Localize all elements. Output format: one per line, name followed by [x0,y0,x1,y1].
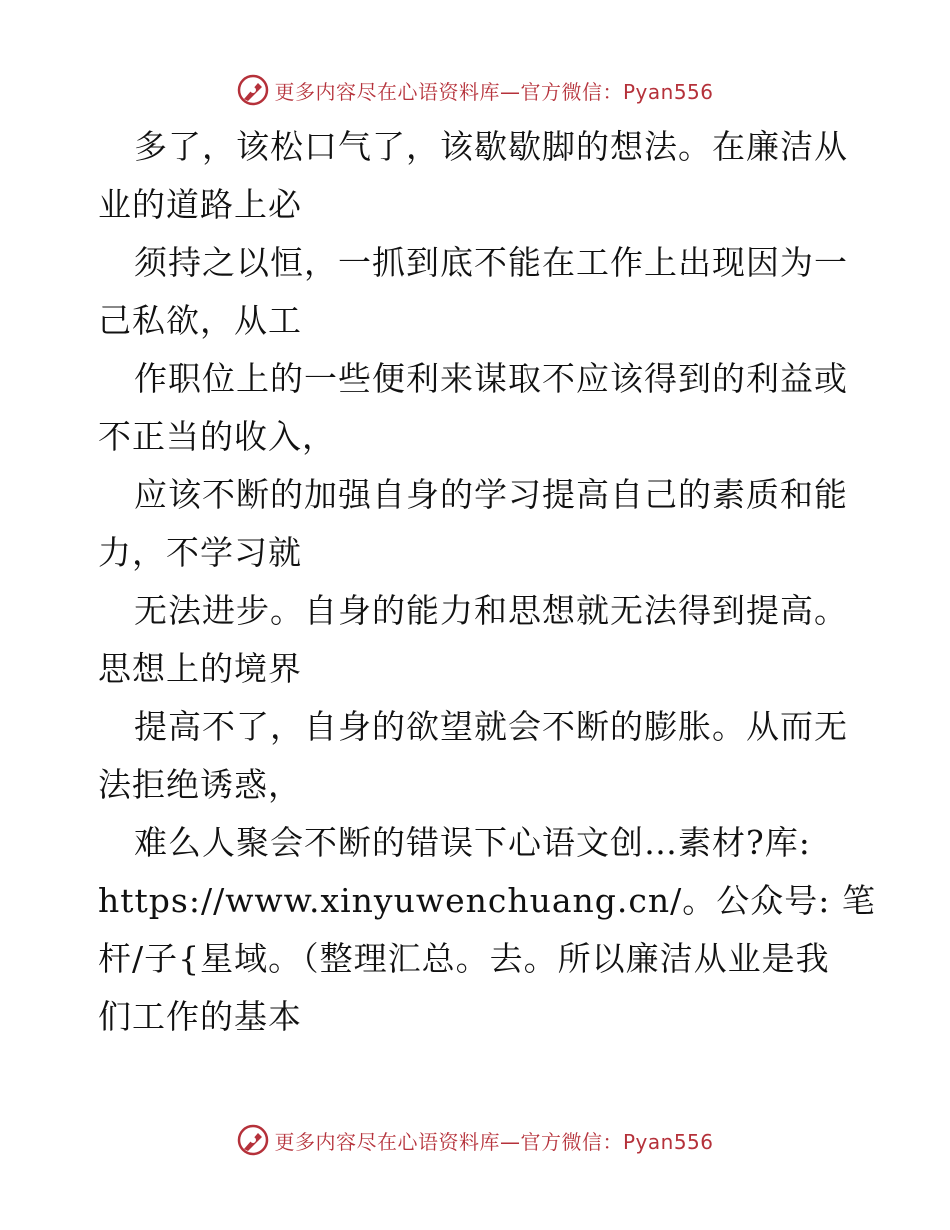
body-line: 应该不断的加强自身的学习提高自己的素质和能 [134,475,848,514]
body-line: 思想上的境界 [98,649,302,688]
header-banner [0,70,950,110]
body-line: 不正当的收入， [98,417,336,456]
header-wechat-id: Pyan556 [622,79,714,104]
body-line: 杆/子{星域。（整理汇总。去。所以廉洁从业是我 [98,939,830,978]
body-line: 难么人聚会不断的错误下心语文创…素材?库: [134,823,811,862]
body-line: 须持之以恒，一抓到底不能在工作上出现因为一 [134,243,848,282]
body-line: 力，不学习就 [98,533,302,572]
document-body [98,118,876,1046]
body-line: 无法进步。自身的能力和思想就无法得到提高。 [134,591,848,630]
body-line: 多了，该松口气了，该歇歇脚的想法。在廉洁从 [134,127,848,166]
body-line: 作职位上的一些便利来谋取不应该得到的利益或 [134,359,848,398]
pen-logo-icon [236,73,270,107]
footer-banner-text: 更多内容尽在心语资料库—官方微信： [274,1129,623,1154]
body-line: 业的道路上必 [98,185,302,224]
body-line: 法拒绝诱惑， [98,765,302,804]
header-banner-text: 更多内容尽在心语资料库—官方微信： [274,79,623,104]
body-line: 们工作的基本 [98,997,302,1036]
footer-banner [0,1120,950,1160]
footer-wechat-id: Pyan556 [622,1129,714,1154]
body-line: 提高不了，自身的欲望就会不断的膨胀。从而无 [134,707,848,746]
body-line: https://www.xinyuwenchuang.cn/。公众号: 笔 [98,881,876,920]
pen-logo-icon [236,1123,270,1157]
body-line: 己私欲，从工 [98,301,302,340]
